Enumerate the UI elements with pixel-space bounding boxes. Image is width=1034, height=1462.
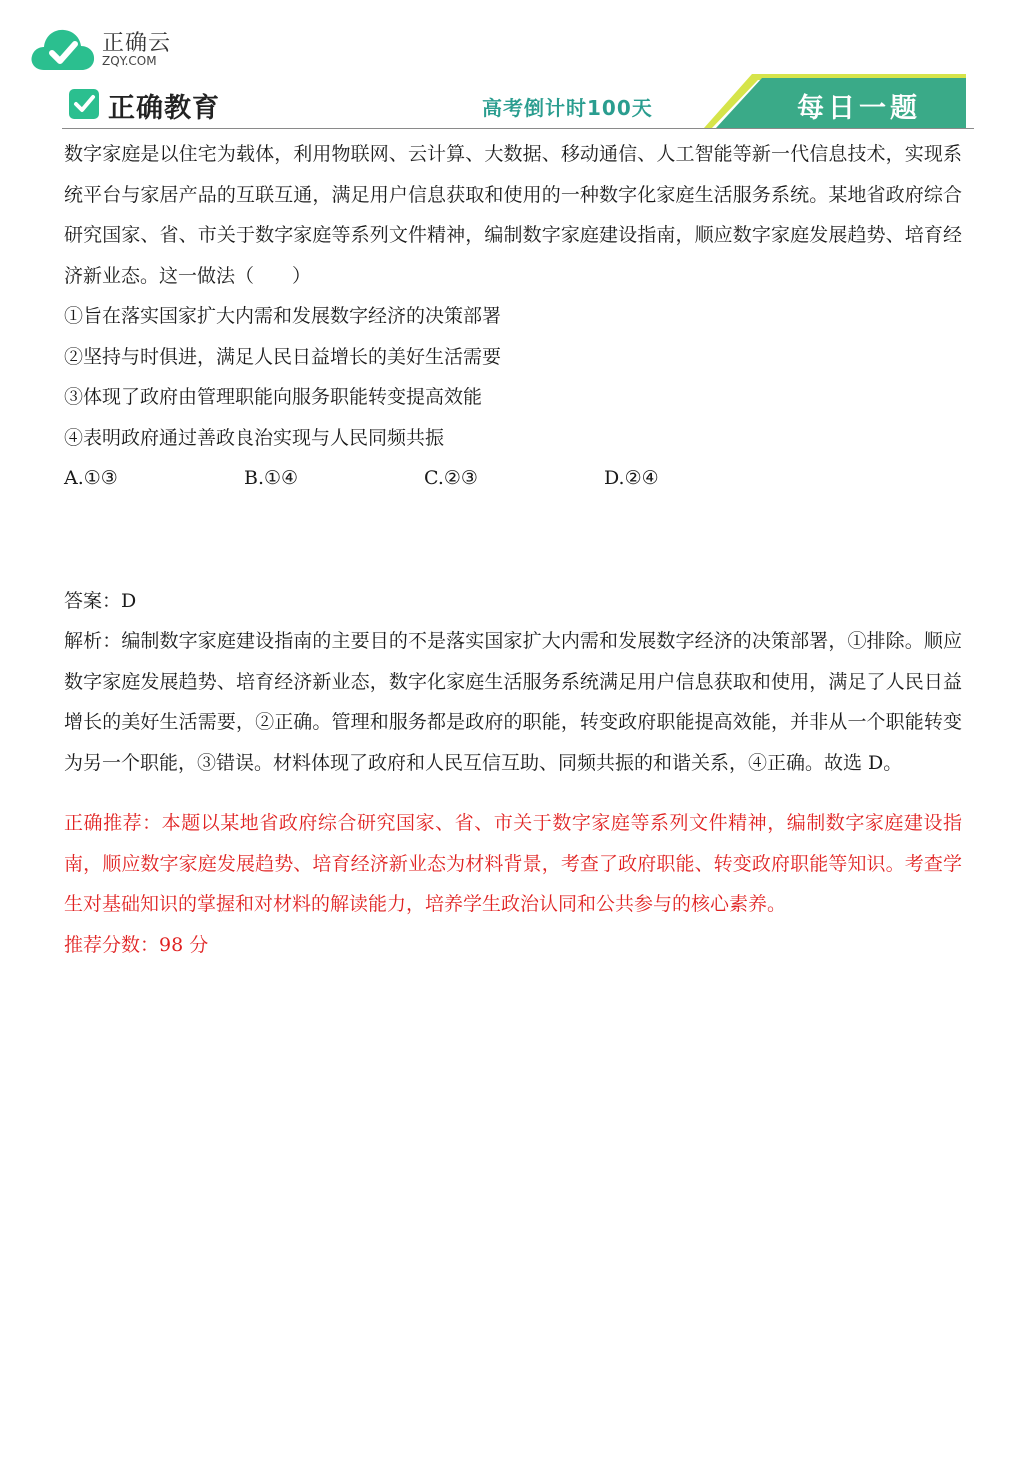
question-stem: 数字家庭是以住宅为载体，利用物联网、云计算、大数据、移动通信、人工智能等新一代信息技术，实现系统平台与家居产品的互联互通，满足用户信息获取和使用的一种数字化家庭生活服务系统。某地省政府综合研究国家、省、市关于数字家庭等系列文件精神，编制数字家庭建设指南，顺应数字家庭发展趋势、培育经济新业态。这一做法（ ） xyxy=(64,143,962,287)
edu-name: 正确教育 xyxy=(108,93,220,124)
countdown-label: 高考倒计时100天 xyxy=(482,96,653,120)
recommendation-score: 推荐分数：98 分 xyxy=(64,933,209,956)
main-content xyxy=(64,134,962,965)
check-box-icon xyxy=(68,88,100,120)
header-rule xyxy=(62,128,974,129)
cloud-check-icon xyxy=(30,26,96,74)
header-banner xyxy=(62,74,974,130)
analysis-text: 解析：编制数字家庭建设指南的主要目的不是落实国家扩大内需和发展数字经济的决策部署，①排除。顺应数字家庭发展趋势、培育经济新业态，数字化家庭生活服务系统满足用户信息获取和使用，满足了人民日益增长的美好生活需要，②正确。管理和服务都是政府的职能，转变政府职能提高效能，并非从一个职能转变为另一个职能，③错误。材料体现了政府和人民互信互助、同频共振的和谐关系，④正确。故选 D。 xyxy=(64,630,962,774)
answer-choices xyxy=(64,458,962,499)
zqy-logo xyxy=(30,24,190,76)
brand-name: 正确云 xyxy=(102,31,172,56)
statement-3: ③体现了政府由管理职能向服务职能转变提高效能 xyxy=(64,386,483,408)
answer-section xyxy=(64,581,962,784)
recommendation-text: 正确推荐：本题以某地省政府综合研究国家、省、市关于数字家庭等系列文件精神，编制数字家庭建设指南，顺应数字家庭发展趋势、培育经济新业态为材料背景，考查了政府职能、转变政府职能等知识。考查学生对基础知识的掌握和对材料的解读能力，培养学生政治认同和公共参与的核心素养。 xyxy=(64,812,962,915)
daily-question-label: 每日一题 xyxy=(797,93,921,124)
choice-a: A.①③ xyxy=(64,467,118,489)
statement-4: ④表明政府通过善政良治实现与人民同频共振 xyxy=(64,426,445,449)
brand-domain: ZQY.COM xyxy=(102,54,157,68)
choice-c: C.②③ xyxy=(424,467,478,489)
choice-d: D.②④ xyxy=(604,467,659,489)
choice-b: B.①④ xyxy=(244,467,299,489)
recommendation-section xyxy=(64,803,962,965)
statement-1: ①旨在落实国家扩大内需和发展数字经济的决策部署 xyxy=(64,305,502,327)
answer-line: 答案：D xyxy=(64,589,137,612)
statement-2: ②坚持与时俱进，满足人民日益增长的美好生活需要 xyxy=(64,345,502,368)
